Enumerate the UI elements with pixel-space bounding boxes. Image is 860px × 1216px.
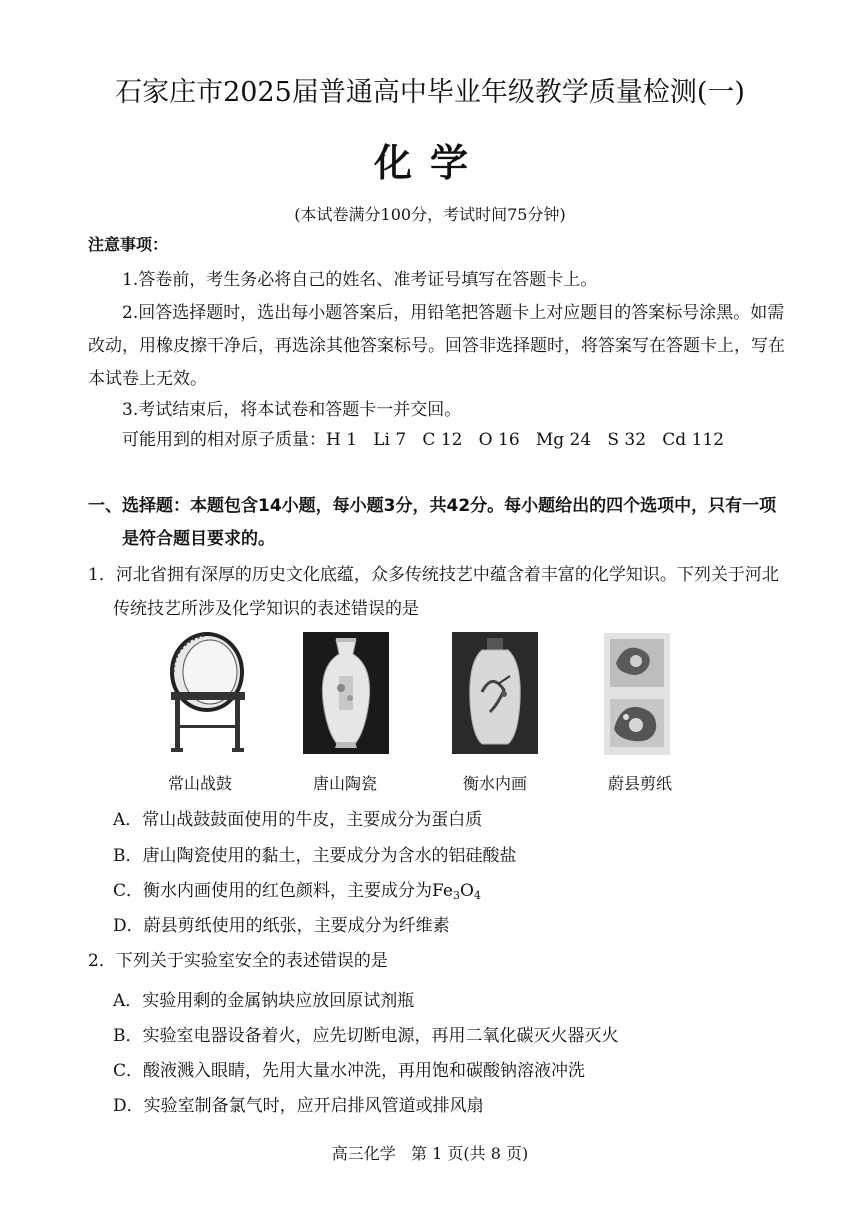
caption-paper-cut: 蔚县剪纸 — [607, 774, 672, 793]
ceramic-vase-image — [303, 632, 389, 754]
caption-ceramic: 唐山陶瓷 — [312, 774, 377, 793]
caption-inner-painting: 衡水内画 — [462, 774, 527, 793]
section-heading-line1: 一、选择题：本题包含14小题，每小题3分，共42分。每小题给出的四个选项中，只有一项 — [88, 496, 777, 516]
paper-cut-image — [604, 633, 670, 755]
q1-option-c-sub1: 3 — [452, 889, 460, 902]
q1-option-a: A．常山战鼓鼓面使用的牛皮，主要成分为蛋白质 — [113, 810, 483, 830]
notice-item-1: 1.答卷前，考生务必将自己的姓名、准考证号填写在答题卡上。 — [122, 270, 598, 290]
notice-item-2: 2.回答选择题时，选出每小题答案后，用铅笔把答题卡上对应题目的答案标号涂黑。如需改动，用橡皮擦干净后，再选涂其他答案标号。回答非选择题时，将答案写在答题卡上，写在本试卷上无效。 — [88, 303, 785, 389]
q1-option-c-text: C．衡水内画使用的红色颜料，主要成分为Fe — [113, 881, 453, 901]
q2-option-b: B．实验室电器设备着火，应先切断电源，再用二氧化碳灭火器灭火 — [113, 1026, 619, 1046]
q2-option-a: A．实验用剩的金属钠块应放回原试剂瓶 — [113, 991, 415, 1011]
q1-option-c-sub2: 4 — [473, 889, 481, 902]
q2-option-d: D．实验室制备氯气时，应开启排风管道或排风扇 — [113, 1096, 484, 1116]
q1-option-d: D．蔚县剪纸使用的纸张，主要成分为纤维素 — [113, 916, 450, 936]
q2-option-c: C．酸液溅入眼睛，先用大量水冲洗，再用饱和碳酸钠溶液冲洗 — [113, 1061, 586, 1081]
q2-stem: 2．下列关于实验室安全的表述错误的是 — [88, 951, 388, 971]
q1-option-c — [113, 876, 481, 902]
q1-stem-line1: 1．河北省拥有深厚的历史文化底蕴，众多传统技艺中蕴含着丰富的化学知识。下列关于河北 — [88, 565, 779, 585]
page-footer: 高三化学 第 1 页(共 8 页) — [331, 1144, 529, 1163]
subject-title: 化学 — [373, 140, 486, 185]
exam-info: (本试卷满分100分，考试时间75分钟) — [294, 205, 566, 224]
atomic-masses: 可能用到的相对原子质量：H 1 Li 7 C 12 O 16 Mg 24 S 32 Cd 112 — [122, 430, 725, 450]
notice-item-3: 3.考试结束后，将本试卷和答题卡一并交回。 — [122, 400, 462, 420]
q1-option-b: B．唐山陶瓷使用的黏土，主要成分为含水的铝硅酸盐 — [113, 846, 517, 866]
war-drum-image — [165, 630, 250, 755]
section-heading — [88, 490, 800, 556]
q1-stem-line2: 传统技艺所涉及化学知识的表述错误的是 — [113, 599, 419, 619]
section-heading-line2: 是符合题目要求的。 — [122, 529, 275, 549]
snuff-bottle-image — [452, 632, 538, 754]
notice-heading: 注意事项： — [88, 235, 169, 254]
caption-war-drum: 常山战鼓 — [167, 774, 232, 793]
exam-title: 石家庄市2025届普通高中毕业年级教学质量检测(一) — [115, 77, 745, 108]
q1-option-c-mid: O — [459, 881, 474, 901]
